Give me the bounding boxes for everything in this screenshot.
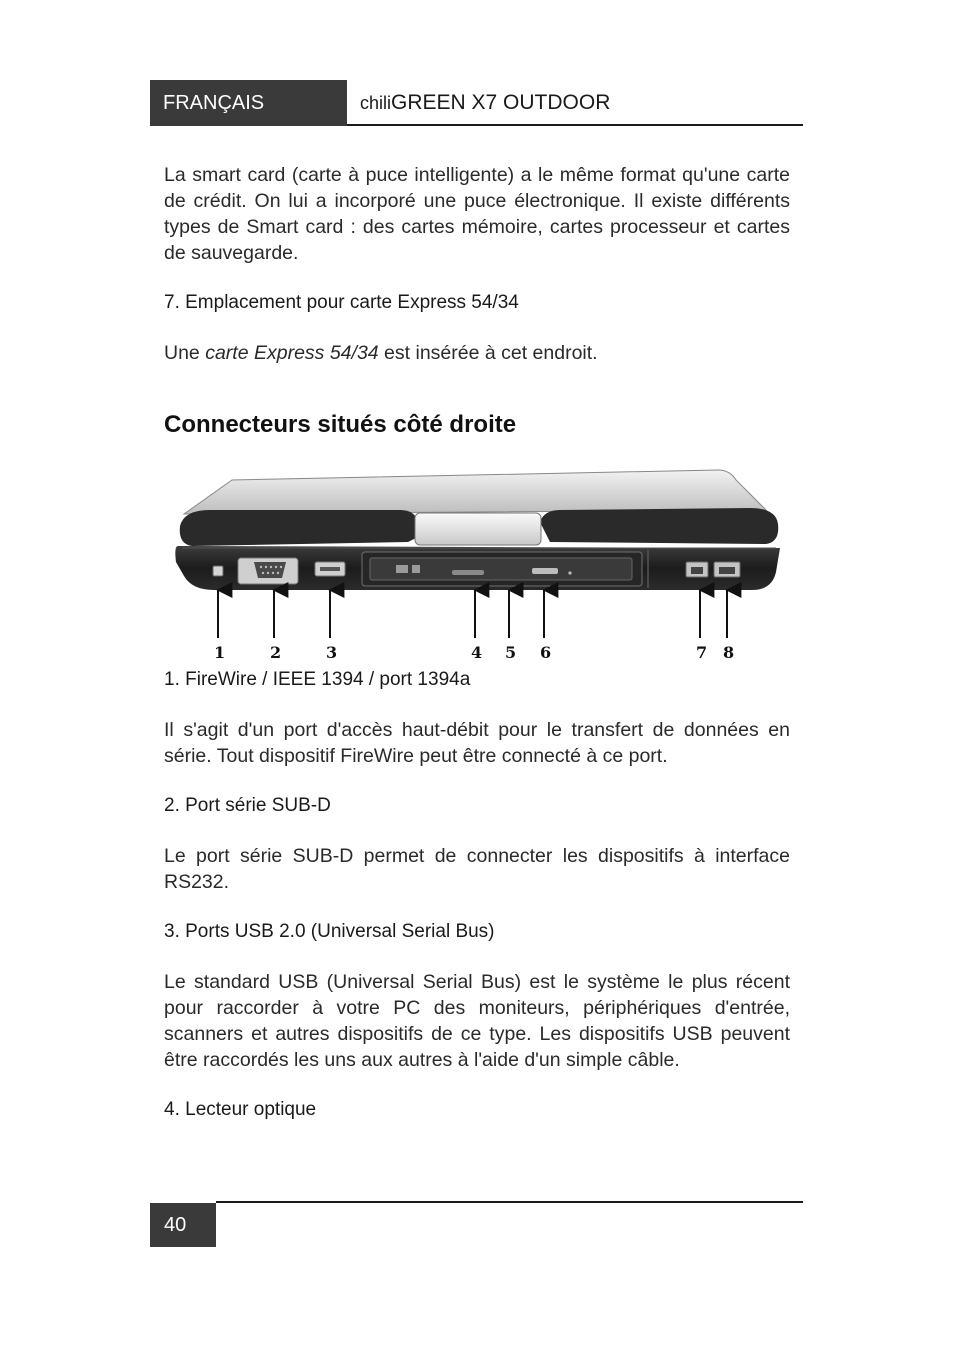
- callout-label-2: 2: [270, 643, 282, 662]
- header-divider: [347, 124, 803, 126]
- item-heading-2: 2. Port série SUB-D: [164, 795, 331, 816]
- item-text-2: Le port série SUB-D permet de connecter les dispositifs à interface RS232.: [164, 845, 790, 893]
- product-name: GREEN X7 OUTDOOR: [391, 91, 611, 114]
- product-title: [360, 80, 610, 124]
- footer-divider: [216, 1201, 803, 1203]
- callout-label-7: 7: [696, 643, 708, 662]
- intro-paragraph: La smart card (carte à puce intelligente) a le même format qu'une carte de crédit. On lui a incorporé une puce électronique. Il existe différents types de Smart card : des cartes mémoire, cartes processeur et cartes de sauvegarde.: [164, 164, 790, 264]
- item-text-3: Le standard USB (Universal Serial Bus) est le système le plus récent pour raccorder à votre PC des moniteurs, périphériques d'entrée, scanners et autres dispositifs de ce type. Les dispositifs USB peuvent être raccordés les uns aux autres à l'aide d'un simple câble.: [164, 971, 790, 1071]
- item-heading-1: 1. FireWire / IEEE 1394 / port 1394a: [164, 669, 471, 690]
- item-heading-3: 3. Ports USB 2.0 (Universal Serial Bus): [164, 921, 495, 942]
- express-heading: 7. Emplacement pour carte Express 54/34: [164, 292, 519, 313]
- express-text-before: Une: [164, 342, 206, 364]
- callout-label-5: 5: [505, 643, 517, 662]
- callout-label-4: 4: [471, 643, 483, 662]
- callout-label-3: 3: [326, 643, 338, 662]
- express-text-after: est insérée à cet endroit.: [378, 342, 598, 364]
- page-number: 40: [150, 1203, 216, 1247]
- callout-label-8: 8: [723, 643, 735, 662]
- laptop-right-side-figure: [170, 466, 786, 666]
- item-heading-4: 4. Lecteur optique: [164, 1099, 317, 1120]
- express-paragraph: [164, 340, 790, 366]
- express-text-italic: carte Express 54/34: [205, 342, 379, 364]
- page-header: [150, 80, 803, 126]
- callout-label-1: 1: [214, 643, 226, 662]
- section-title: Connecteurs situés côté droite: [164, 411, 517, 438]
- language-label: FRANÇAIS: [150, 80, 347, 126]
- callout-arrows: [170, 466, 786, 666]
- page-footer: [150, 1201, 803, 1247]
- item-text-1: Il s'agit d'un port d'accès haut-débit pour le transfert de données en série. Tout dispositif FireWire peut être connecté à ce port.: [164, 719, 790, 767]
- product-prefix: chili: [360, 93, 392, 113]
- callout-label-6: 6: [540, 643, 552, 662]
